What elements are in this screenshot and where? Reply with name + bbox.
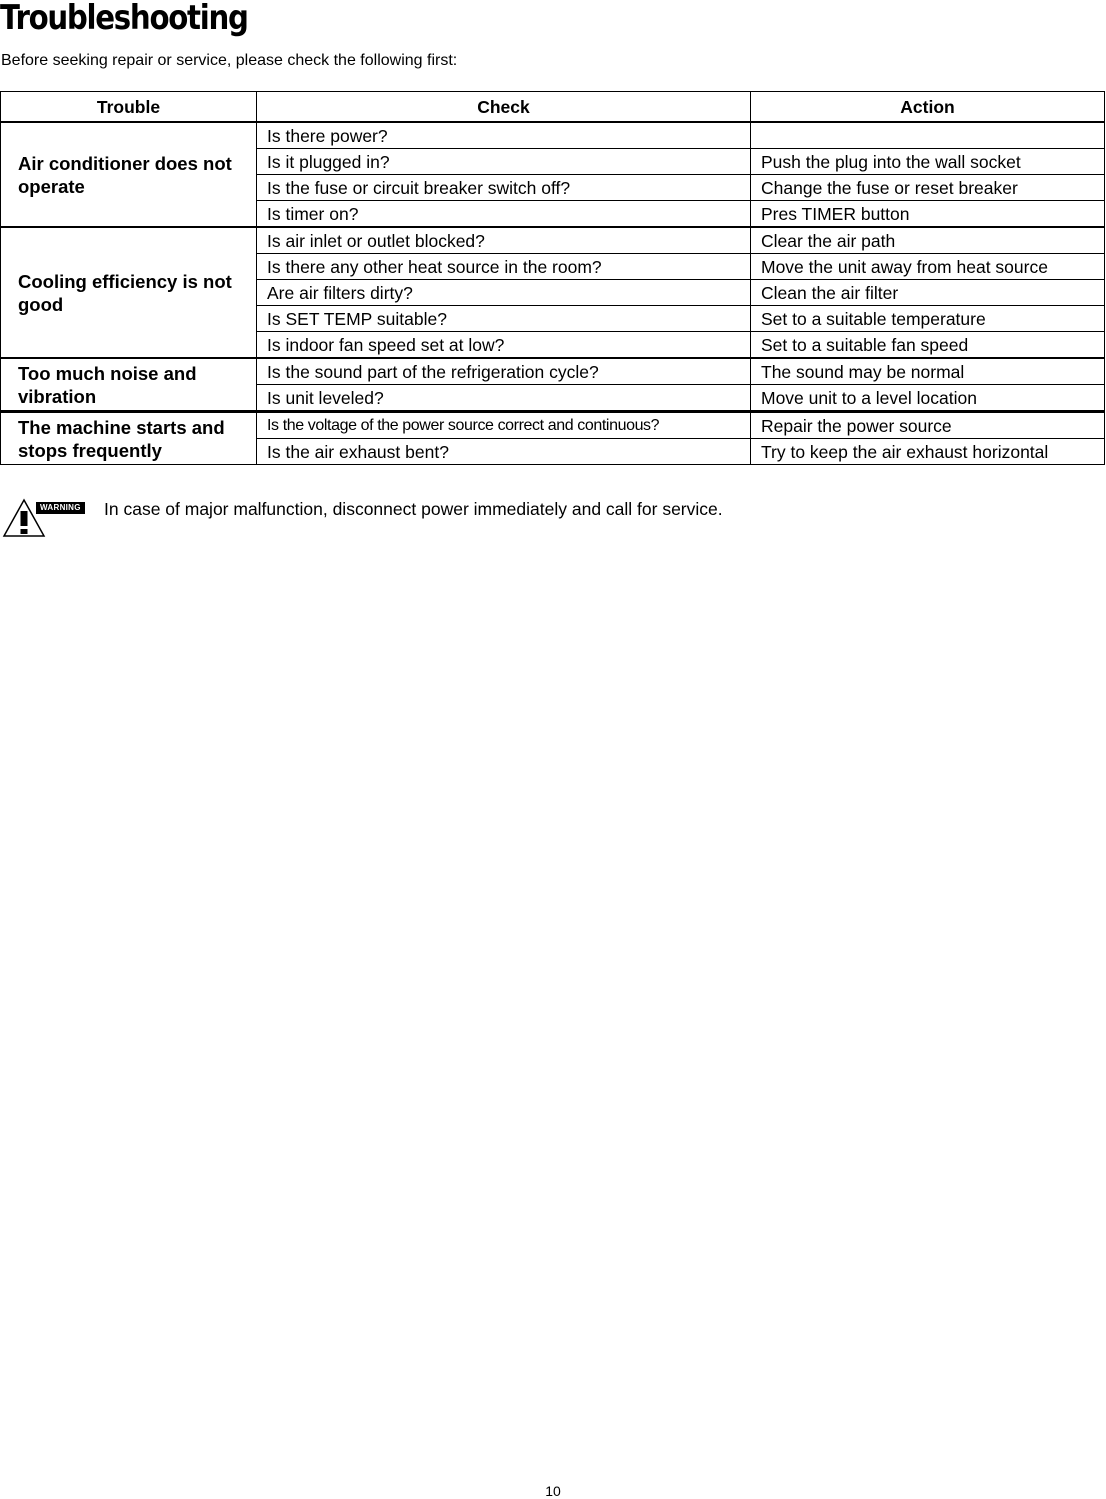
action-cell: Move the unit away from heat source — [751, 254, 1105, 280]
check-cell: Is the sound part of the refrigeration cycle? — [257, 358, 751, 385]
check-cell: Is indoor fan speed set at low? — [257, 332, 751, 359]
action-cell: Pres TIMER button — [751, 201, 1105, 228]
check-cell: Is SET TEMP suitable? — [257, 306, 751, 332]
table-row — [1, 412, 1105, 439]
header-check: Check — [257, 92, 751, 123]
header-action: Action — [751, 92, 1105, 123]
check-cell: Is unit leveled? — [257, 385, 751, 412]
page-title: Troubleshooting — [0, 0, 248, 38]
check-cell: Are air filters dirty? — [257, 280, 751, 306]
check-cell: Is there power? — [257, 122, 751, 149]
check-cell: Is air inlet or outlet blocked? — [257, 227, 751, 254]
header-trouble: Trouble — [1, 92, 257, 123]
page-number: 10 — [545, 1483, 561, 1499]
trouble-cell: Cooling efficiency is not good — [1, 227, 257, 358]
table-row — [1, 227, 1105, 254]
check-cell: Is timer on? — [257, 201, 751, 228]
intro-text: Before seeking repair or service, please check the following first: — [1, 52, 458, 69]
action-cell: Change the fuse or reset breaker — [751, 175, 1105, 201]
action-cell: Clear the air path — [751, 227, 1105, 254]
action-cell: Repair the power source — [751, 412, 1105, 439]
action-cell: Move unit to a level location — [751, 385, 1105, 412]
warning-text: In case of major malfunction, disconnect power immediately and call for service. — [104, 499, 723, 519]
action-cell: The sound may be normal — [751, 358, 1105, 385]
trouble-cell: The machine starts and stops frequently — [1, 412, 257, 465]
trouble-cell: Too much noise and vibration — [1, 358, 257, 412]
action-cell: Push the plug into the wall socket — [751, 149, 1105, 175]
check-cell: Is the voltage of the power source correct and continuous? — [257, 412, 751, 439]
action-cell — [751, 122, 1105, 149]
action-cell: Set to a suitable fan speed — [751, 332, 1105, 359]
check-cell: Is there any other heat source in the room? — [257, 254, 751, 280]
check-cell: Is it plugged in? — [257, 149, 751, 175]
action-cell: Set to a suitable temperature — [751, 306, 1105, 332]
table-row — [1, 122, 1105, 149]
trouble-cell: Air conditioner does not operate — [1, 122, 257, 227]
action-cell: Clean the air filter — [751, 280, 1105, 306]
action-cell: Try to keep the air exhaust horizontal — [751, 439, 1105, 465]
check-cell: Is the air exhaust bent? — [257, 439, 751, 465]
troubleshooting-table — [0, 91, 1105, 465]
check-cell: Is the fuse or circuit breaker switch off? — [257, 175, 751, 201]
table-header-row — [1, 92, 1105, 123]
warning-notice — [2, 498, 1002, 538]
table-row — [1, 358, 1105, 385]
warning-badge: WARNING — [36, 502, 85, 514]
